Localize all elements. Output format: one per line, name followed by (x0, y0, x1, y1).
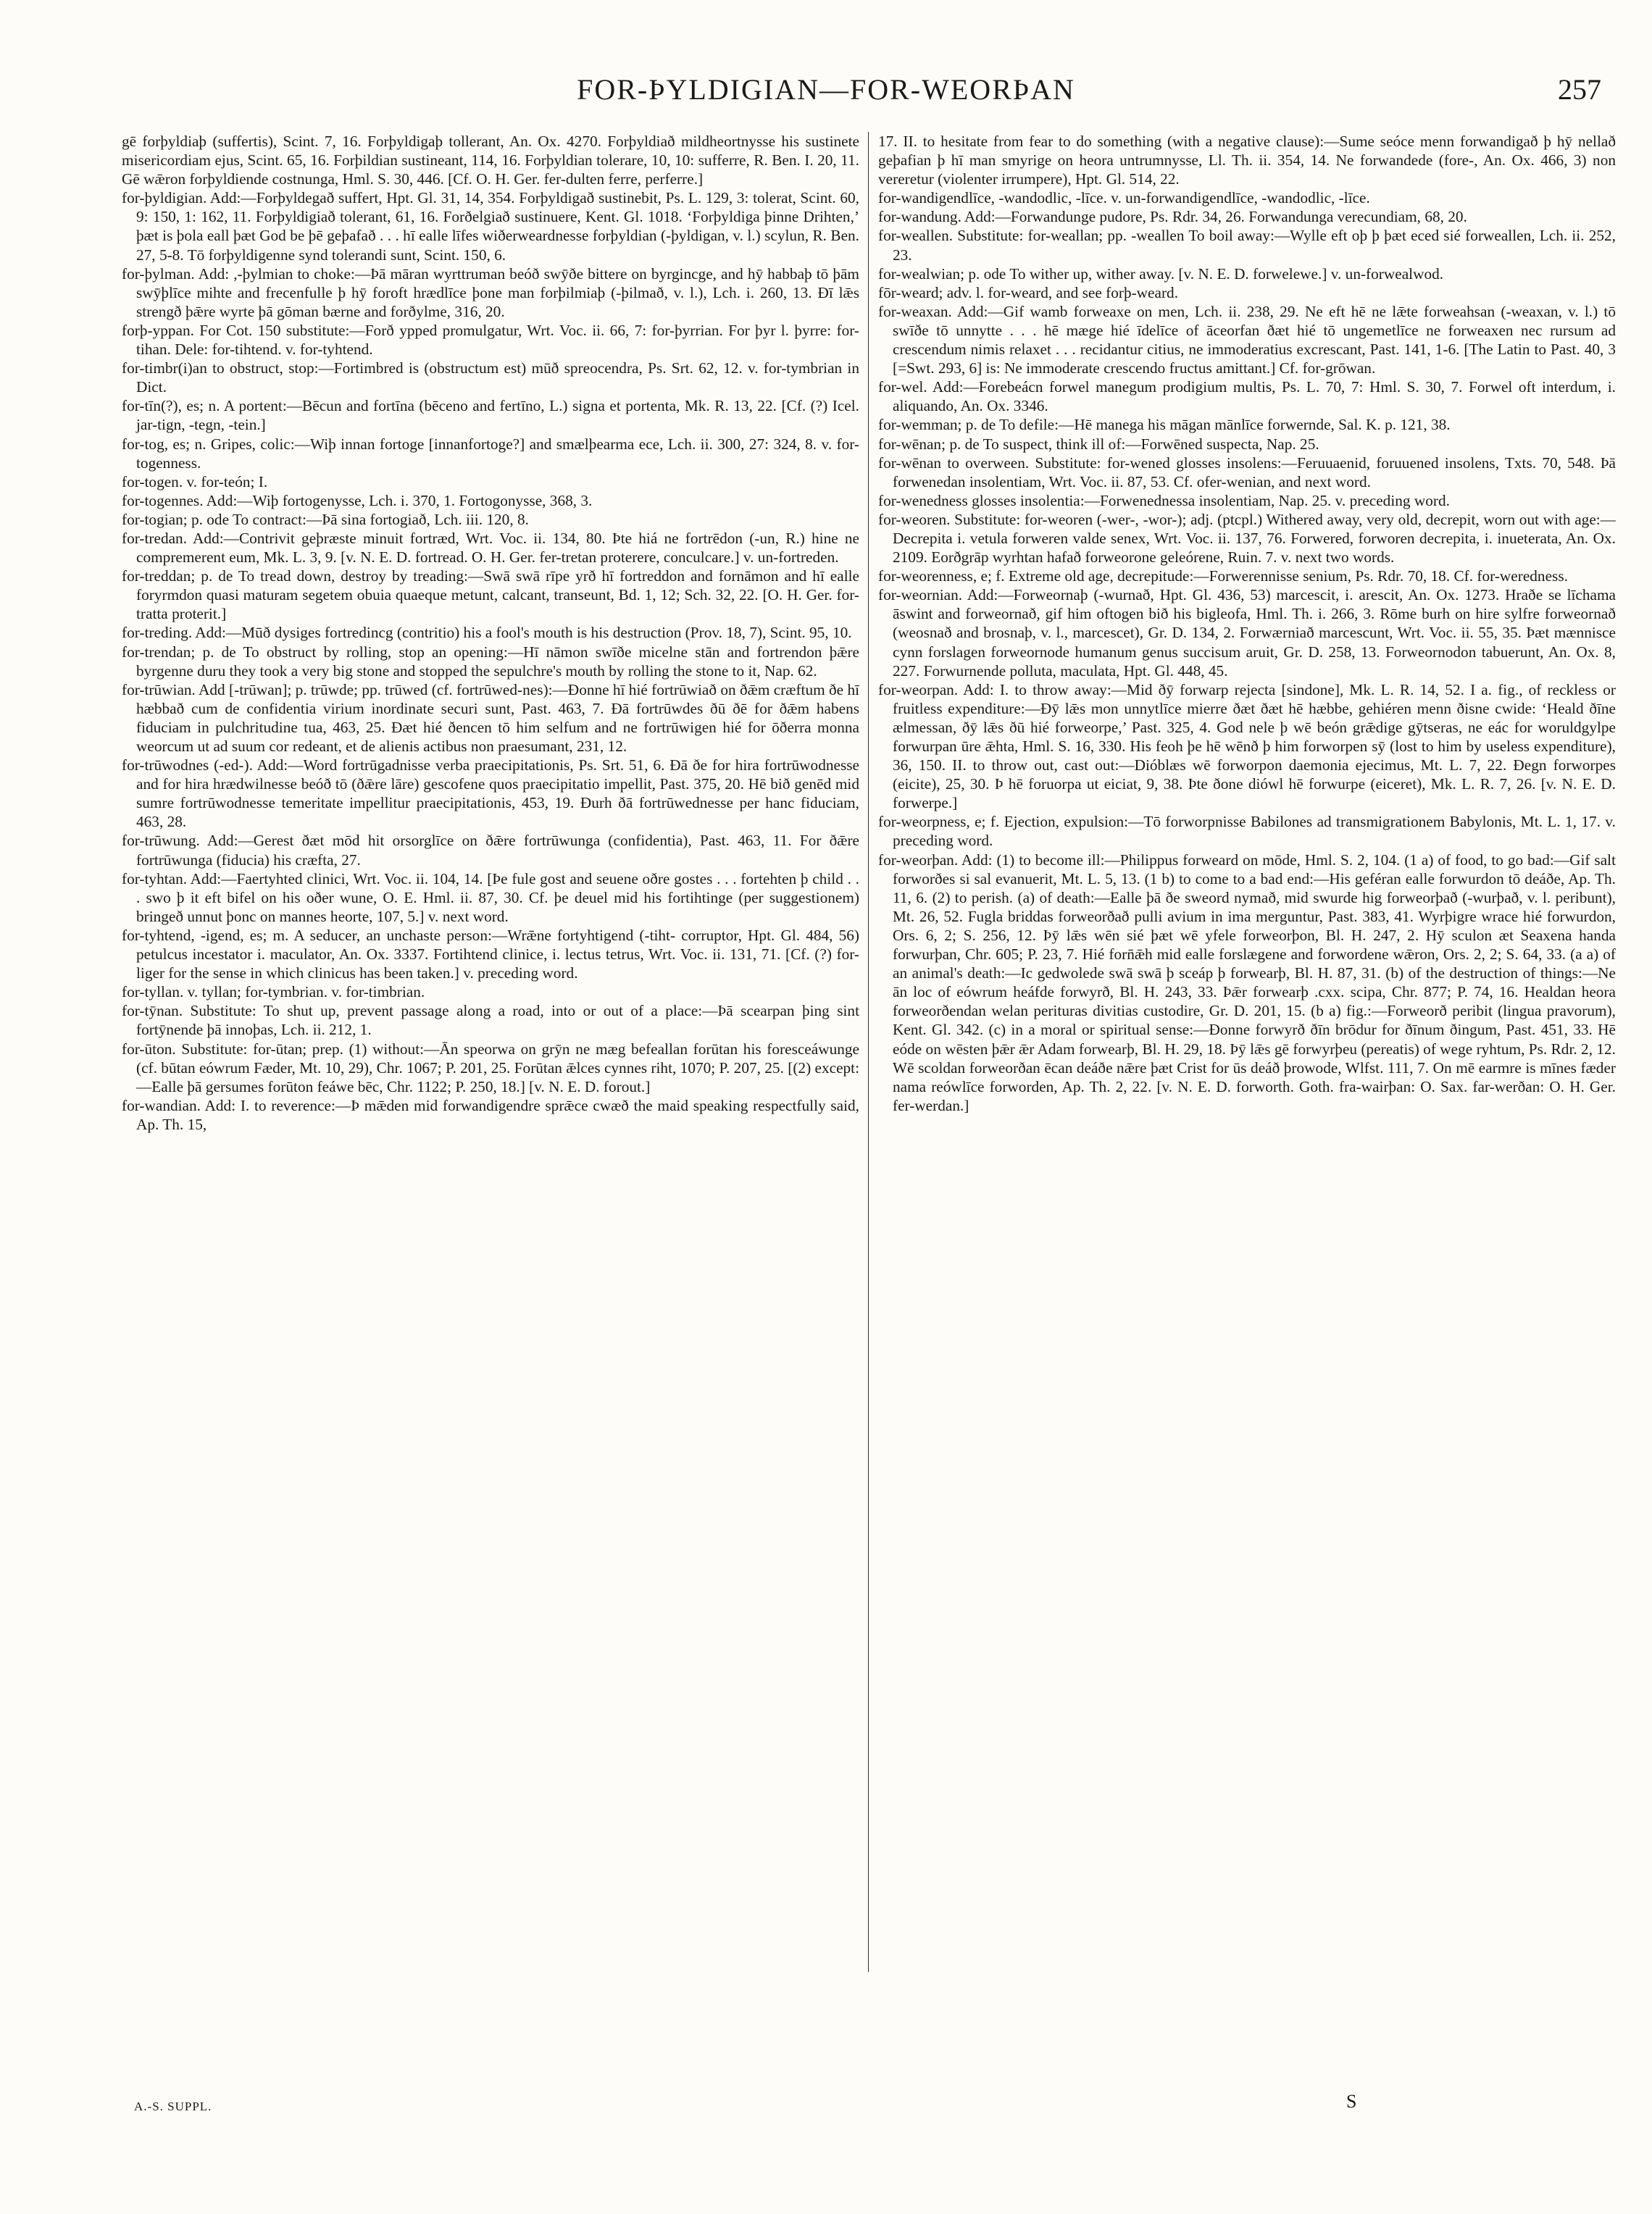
dictionary-entry: for-trūwung. Add:—Gerest ðæt mōd hit orsorglīce on ðǣre fortrūwunga (confidentia), Past. 463, 11. For ðǣre fortrūwunga (fiducia) his cræfta, 27. (122, 832, 859, 869)
dictionary-entry: for-trūwian. Add [-trūwan]; p. trūwde; pp. trūwed (cf. fortrūwed-nes):—Ðonne hī hié fortrūwiað on ðǣm cræftum ðe hī hæbbað cum de confidentia virium inordinate securi sunt, Past. 463, 7. Ðā fortrūwdes ðū ðē for ðǣm habens fiduciam in pulchritudine tua, 463, 25. Ðæt hié ðencen tō him selfum and ne fortrūwigen hié for ōðerra monna weorcum ut ad suum cor redeant, et de alienis actibus non praesumant, 231, 12. (122, 680, 859, 755)
dictionary-entry: fōr-weard; adv. l. for-weard, and see forþ-weard. (878, 283, 1179, 301)
dictionary-entry: for-wandung. Add:—Forwandunge pudore, Ps. Rdr. 34, 26. Forwandunga verecundiam, 68, 20. (878, 208, 1467, 226)
dictionary-entry: for-weorenness, e; f. Extreme old age, decrepitude:—Forwerennisse senium, Ps. Rdr. 70, 18. Cf. for-weredness. (878, 567, 1568, 585)
dictionary-entry: for-tog, es; n. Gripes, colic:—Wiþ innan fortoge [innanfortoge?] and smælþearma ece, Lch. ii. 300, 27: 324, 8. v. for-togenness. (122, 435, 859, 472)
dictionary-entry: for-treddan; p. de To tread down, destroy by treading:—Swā swā rīpe yrð hī fortreddon and fornāmon and hī ealle foryrmdon quasi maturam segetem obuia quaeque metunt, calcant, transeunt, Bd. 1, 12; Sch. 32, 22. [O. H. Ger. for-tratta proterit.] (122, 567, 859, 623)
dictionary-entry: for-weornian. Add:—Forweornaþ (-wurnað, Hpt. Gl. 436, 53) marcescit, i. arescit, An. Ox. 1273. Hraðe se līchama āswint and forweornað, gif him oftogen bið his bigleofa, Hml. Th. i. 266, 3. Rōme burh on hire sylfre forweornað (weosnað and brosnaþ, v. l., marcescet), Gr. D. 134, 2. Forwærniað marcescunt, Wrt. Voc. ii. 55, 35. Þæt mænnisce cynn forslagen forweornode humanum genus succisum aruit, Gr. D. 258, 13. Forweornodon tabuerunt, An. Ox. 8, 227. Forwurnende polluta, maculata, Hpt. Gl. 448, 45. (878, 586, 1616, 680)
dictionary-entry: for-weorpness, e; f. Ejection, expulsion:—Tō forworpnisse Babilones ad transmigrationem Babylonis, Mt. L. 1, 17. v. preceding word. (878, 813, 1616, 850)
footer-signature-mark: A.-S. SUPPL. (134, 2100, 212, 2113)
dictionary-entry: for-wēnan; p. de To suspect, think ill of:—Forwēned suspecta, Nap. 25. (878, 435, 1319, 453)
page-number: 257 (1558, 73, 1601, 106)
dictionary-entry: for-weorpan. Add: I. to throw away:—Mid ðȳ forwarp rejecta [sindone], Mk. L. R. 14, 52. I a. fig., of reckless or fruitless expenditure:—Ðȳ lǣs mon unnytlīce mierre ðæt ðæt hē hæbbe, gehiéren menn ðisne cwide: ‘Heald ðīne ælmessan, ðȳ lǣs ðū hié forweorpe,’ Past. 325, 4. God nele þ wē beón grǣdige gȳtseras, ne eác for woruldgylpe forwurpan ūre ǣhta, Hml. S. 16, 330. His feoh þe hē wēnð þ him forworpen sȳ (lost to him by useless expenditure), 36, 150. II. to throw out, cast out:—Dióblæs wē forworpon daemonia ejecimus, Mt. L. 7, 22. Ðegn forworpes (eicite), 25, 30. Þ hē foruorpa ut eiciat, 9, 38. Þte ðone diówl hē forwurpe (eiceret), Mk. L. R. 7, 26. [v. N. E. D. forwerpe.] (878, 680, 1616, 812)
running-head: FOR-ÞYLDIGIAN—FOR-WEORÞAN (577, 73, 1075, 106)
dictionary-entry: for-wandigendlīce, -wandodlic, -līce. v. un-forwandigendlīce, -wandodlic, -līce. (878, 189, 1370, 207)
dictionary-entry: for-wel. Add:—Forebeácn forwel manegum prodigium multis, Ps. L. 70, 7: Hml. S. 30, 7. Forwel oft interdum, i. aliquando, An. Ox. 3346. (878, 378, 1616, 415)
dictionary-entry: for-wandian. Add: I. to reverence:—Þ mǣden mid forwandigendre sprǣce cwæð the maid speaking respectfully said, Ap. Th. 15, (122, 1096, 859, 1133)
dictionary-entry: for-togennes. Add:—Wiþ fortogenysse, Lch. i. 370, 1. Fortogonysse, 368, 3. (122, 491, 593, 509)
dictionary-entry: for-wemman; p. de To defile:—Hē manega his māgan mānlīce forwernde, Sal. K. p. 121, 38. (878, 416, 1451, 434)
dictionary-entry: for-tredan. Add:—Contrivit geþræste minuit fortræd, Wrt. Voc. ii. 134, 80. Þte hiá ne fortrēdon (-un, R.) hine ne compremerent eum, Mk. L. 3, 9. [v. N. E. D. fortread. O. H. Ger. fer-tretan proterere, conculcare.] v. un-fortreden. (122, 529, 859, 567)
dictionary-entry: for-trūwodnes (-ed-). Add:—Word fortrūgadnisse verba praecipitationis, Ps. Srt. 51, 6. Ðā ðe for hira fortrūwodnesse and for hira hrædwilnesse beóð tō (ðǣre lāre) gescofene quos praecipitatio impellit, Past. 375, 20. Hē bið genēd mid sumre fortrūwodnesse temeritate impellitur praecipitationis, 453, 19. Ðurh ðā fortrūwednesse per hanc fiduciam, 463, 28. (122, 756, 859, 831)
dictionary-entry: for-weaxan. Add:—Gif wamb forweaxe on men, Lch. ii. 238, 29. Ne eft hē ne lǣte forweahsan (-weaxan, v. l.) tō swīðe tō unnytte . . . hē mæge hié īdelīce of āceorfan ðæt hié tō ungemetlīce ne forweaxen nec rursum ad crescendum nimis relaxet . . . recidantur citius, ne immoderatius excrescant, Past. 141, 1-6. [The Latin to Past. 40, 3 [=Swt. 293, 6] is: Ne immoderate crescendo fructus amittant.] Cf. for-grōwan. (878, 302, 1616, 377)
dictionary-entry: for-trendan; p. de To obstruct by rolling, stop an opening:—Hī nāmon swīðe micelne stān and fortrendon þǣre byrgenne duru they took a very big stone and stopped the sepulchre's mouth by rolling the stone to it, Nap. 62. (122, 643, 859, 680)
dictionary-entry: for-tyllan. v. tyllan; for-tymbrian. v. for-timbrian. (122, 983, 425, 1001)
dictionary-entry: for-þylman. Add: ,-þylmian to choke:—Þā māran wyrttruman beóð swȳðe bittere on byrgincge, and hȳ habbaþ tō þām swȳþlīce mihte and frecenfulle þ hȳ foroft hrædlīce þone man forþilmiaþ (-þilmað, v. l.), Lch. i. 260, 13. Ðī lǣs strengð þǣre wyrte þā gōman bærne and forðylme, 316, 20. (122, 264, 859, 320)
page-header (0, 72, 1652, 116)
dictionary-entry: for-þyldigian. Add:—Forþyldegað suffert, Hpt. Gl. 31, 14, 354. Forþyldigað sustinebit, Ps. L. 129, 3: tolerat, Scint. 60, 9: 150, 1: 162, 11. Forþyldigiað tolerant, 61, 16. Forðelgiað sustinuere, Kent. Gl. 1018. ‘Forþyldiga þinne Drihten,’ þæt is þola eall þæt God be þē geþafað . . . hī ealle līfes wiðerweardnesse forþyldian (-þyldigan, v. l.) scylun, R. Ben. 27, 5-8. Tō forþyldigenne synd tolerandi sunt, Scint. 150, 6. (122, 189, 859, 264)
dictionary-entry: for-ūton. Substitute: for-ūtan; prep. (1) without:—Ān speorwa on grȳn ne mæg befeallan forūtan his foresceáwunge (cf. būtan eówrum Fæder, Mt. 10, 29), Chr. 1067; P. 201, 25. Forūtan ǣlces cynnes riht, 1070; P. 207, 25. [(2) except:—Ealle þā gersumes forūton feáwe bēc, Chr. 1122; P. 250, 18.] [v. N. E. D. forout.] (122, 1040, 859, 1095)
column-rule (868, 132, 869, 1972)
dictionary-entry: for-wenedness glosses insolentia:—Forwenednessa insolentiam, Nap. 25. v. preceding word. (878, 491, 1450, 509)
dictionary-entry: for-wealwian; p. ode To wither up, wither away. [v. N. E. D. forwelewe.] v. un-forwealwod. (878, 264, 1444, 283)
dictionary-entry: for-wēnan to overween. Substitute: for-wened glosses insolens:—Feruuaenid, foruuened insolens, Txts. 70, 548. Þā forwenedan insolentiam, Wrt. Voc. ii. 87, 53. Cf. ofer-wenian, and next word. (878, 454, 1616, 490)
dictionary-entry: for-weallen. Substitute: for-weallan; pp. -weallen To boil away:—Wylle eft oþ þ þæt eced sié forweallen, Lch. ii. 252, 23. (878, 227, 1616, 264)
dictionary-entry: for-tīn(?), es; n. A portent:—Bēcun and fortīna (bēceno and fertīno, L.) signa et portenta, Mk. R. 13, 22. [Cf. (?) Icel. jar-tign, -tegn, -tein.] (122, 397, 859, 434)
left-column (122, 132, 859, 2146)
dictionary-entry: for-tyhtend, -igend, es; m. A seducer, an unchaste person:—Wrǣne fortyhtigend (-tiht- corruptor, Hpt. Gl. 484, 56) petulcus incestator i. maculator, An. Ox. 3337. Fortihtend clinice, i. lectus tetrus, Wrt. Voc. ii. 131, 71. [Cf. (?) for-liger for the sense in which clinicus has been taken.] v. preceding word. (122, 926, 859, 982)
dictionary-entry: gē forþyldiaþ (suffertis), Scint. 7, 16. Forþyldigaþ tollerant, An. Ox. 4270. Forþyldiað mildheortnysse his sustinete misericordiam ejus, Scint. 65, 16. Forþildian sustineant, 114, 16. Forþyldian tolerare, 10, 10: sufferre, R. Ben. I. 20, 11. Gē wǣron forþyldiende costnunga, Hml. S. 30, 446. [Cf. O. H. Ger. fer-dulten ferre, perferre.] (122, 133, 859, 188)
dictionary-entry: for-tyhtan. Add:—Faertyhted clinici, Wrt. Voc. ii. 104, 14. [Þe fule gost and seuene oðre gostes . . . fortehten þ child . . . swo þ it eft bifel on his oðer wune, O. E. Hml. ii. 87, 30. Cf. þe deuel mid his fortihtinge (per suggestionem) bringeð unnut þonc on mannes heorte, 107, 5.] v. next word. (122, 869, 859, 925)
dictionary-entry: forþ-yppan. For Cot. 150 substitute:—Forð ypped promulgatur, Wrt. Voc. ii. 66, 7: for-þyrrian. For þyr l. þyrre: for-tihan. Dele: for-tihtend. v. for-tyhtend. (122, 321, 859, 359)
dictionary-entry: for-togen. v. for-teón; I. (122, 472, 268, 490)
dictionary-entry: for-weoren. Substitute: for-weoren (-wer-, -wor-); adj. (ptcpl.) Withered away, very old, decrepit, worn out with age:—Decrepita i. vetula forweren valde senex, Wrt. Voc. ii. 137, 76. Forwered, forworen decrepita, i. inueterata, An. Ox. 2109. Eorðgrāp wyrhtan hafað forweorone geleórene, Ruin. 7. v. next two words. (878, 510, 1616, 567)
dictionary-entry: 17. II. to hesitate from fear to do something (with a negative clause):—Sume seóce menn forwandigað þ hȳ nellað geþafian þ hī man smyrige on heora untrumnysse, Ll. Th. ii. 354, 14. Ne forwandede (fore-, An. Ox. 466, 3) non vereretur (violenter irrumpere), Hpt. Gl. 514, 22. (878, 133, 1616, 188)
dictionary-entry: for-tȳnan. Substitute: To shut up, prevent passage along a road, into or out of a place:—Þā scearpan þing sint fortȳnende þā innoþas, Lch. ii. 212, 1. (122, 1002, 859, 1039)
dictionary-entry: for-timbr(i)an to obstruct, stop:—Fortimbred is (obstructum est) mūð spreocendra, Ps. Srt. 62, 12. v. for-tymbrian in Dict. (122, 359, 859, 396)
dictionary-entry: for-weorþan. Add: (1) to become ill:—Philippus forweard on mōde, Hml. S. 2, 104. (1 a) of food, to go bad:—Gif salt forworðes si sal evanuerit, Mt. L. 5, 13. (1 b) to come to a bad end:—His geféran ealle forwurdon tō deáðe, Ap. Th. 11, 6. (2) to perish. (a) of death:—Ealle þā ðe sweord nymað, mid swurde hig forweorþað (-wurþað, v. l. peribunt), Mt. 26, 52. Fugla briddas forweorðað pulli avium in ima merguntur, Past. 383, 41. Wyrþigre wrace hié forwurdon, Ors. 6, 2; S. 256, 12. Þȳ lǣs wēn sié þæt wē yfele forweorþon, Bl. H. 247, 2. Hȳ sculon æt Seaxena handa forwurþan, Chr. 605; P. 23, 7. Hié forn̄ǣh mid ealle forslægene and forwordene wǣron, Ors. 2, 2; S. 64, 33. (a a) of an animal's death:—Ic gedwolede swā swā þ sceáp þ forwearþ, Bl. H. 87, 31. (b) of the destruction of things:—Ne ān loc of eówrum heáfde forwyrð, Bl. H. 243, 33. Þǣr forwearþ .cxx. scipa, Chr. 877; P. 74, 16. Healdan heora forweorðendan welan perituras divitias custodire, Gr. D. 201, 15. (b a) fig.:—Forweorð peribit (lingua pravorum), Kent. Gl. 342. (c) in a moral or spiritual sense:—Ðonne forwyrð ðīn brōdur for ðīnum ðingum, Past. 451, 33. Hē eóde on wēsten þǣr ǣr Adam forwearþ, Bl. H. 29, 18. Þȳ lǣs gē forwyrþeu (pereatis) of wege ryhtum, Ps. Rdr. 2, 12. Wē scoldan forweorðan ēcan deáðe nǣre þæt Crist for ūs deáð þrowode, Wlfst. 111, 7. On mē earmre is mīnes fæder nama reówlīce forworden, Ap. Th. 2, 22. [v. N. E. D. forworth. Goth. fra-wairþan: O. Sax. far-werðan: O. H. Ger. fer-werdan.] (878, 851, 1616, 1114)
gathering-letter: S (1346, 2091, 1357, 2112)
dictionary-entry: for-togian; p. ode To contract:—Þā sina fortogiað, Lch. iii. 120, 8. (122, 510, 529, 528)
dictionary-entry: for-treding. Add:—Mūð dysiges fortredincg (contritio) his a fool's mouth is his destruction (Prov. 18, 7), Scint. 95, 10. (122, 624, 852, 642)
right-column (878, 132, 1616, 2146)
